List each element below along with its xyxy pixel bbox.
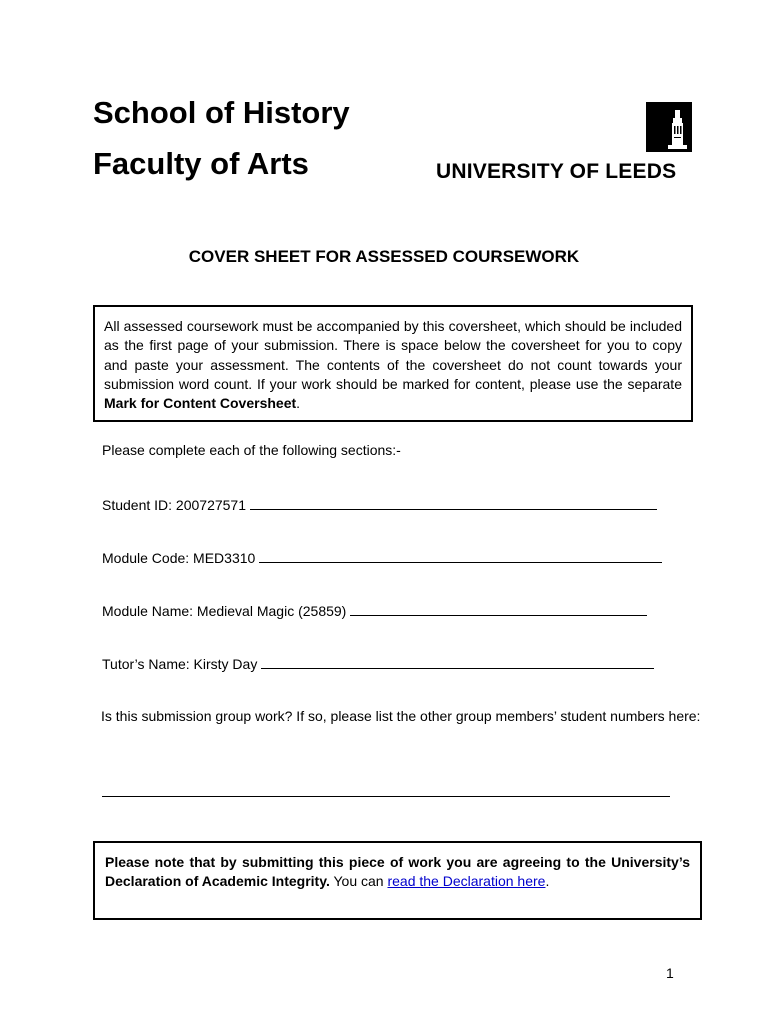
mark-for-content-text: Mark for Content Coversheet xyxy=(104,395,297,412)
tutor-name-row xyxy=(102,654,654,674)
group-work-question: Is this submission group work? If so, please list the other group members’ student numbers here: xyxy=(101,708,701,724)
academic-integrity-notice: Please note that by submitting this piece of work you are agreeing to the University’s Declaration of Academic Integrity. xyxy=(105,854,690,890)
group-members-blank-line xyxy=(102,796,670,797)
student-id-blank-line xyxy=(250,495,657,510)
read-declaration-link[interactable]: read the Declaration here xyxy=(387,873,546,890)
intro-notice-box xyxy=(93,305,693,422)
module-code-field: Module Code: MED3310 xyxy=(102,550,256,566)
module-name-row xyxy=(102,601,647,621)
page-number: 1 xyxy=(666,965,674,981)
student-id-field: Student ID: 200727571 xyxy=(102,497,247,513)
academic-integrity-end: . xyxy=(545,873,550,890)
module-code-row xyxy=(102,548,662,568)
module-name-blank-line xyxy=(350,601,647,616)
intro-notice-text: All assessed coursework must be accompanied by this coversheet, which should be included as the first page of your submission. There is space below the coversheet for you to copy and paste your assessment. The contents of the coversheet do not count towards your submission word count. If your work should be marked for content, please use the separate xyxy=(104,318,682,392)
school-name: School of History xyxy=(93,95,350,130)
tutor-name-field: Tutor’s Name: Kirsty Day xyxy=(102,656,258,672)
student-id-row xyxy=(102,495,657,515)
academic-integrity-notice-box xyxy=(93,841,702,920)
academic-integrity-text: You can xyxy=(329,873,388,890)
instructions-text: Please complete each of the following sections:- xyxy=(102,442,401,458)
module-name-field: Module Name: Medieval Magic (25859) xyxy=(102,603,347,619)
parkinson-tower-logo-icon xyxy=(646,102,692,152)
faculty-name: Faculty of Arts xyxy=(93,146,309,181)
university-name: UNIVERSITY OF LEEDS xyxy=(436,160,677,183)
cover-sheet-title: COVER SHEET FOR ASSESSED COURSEWORK xyxy=(188,247,580,266)
module-code-blank-line xyxy=(259,548,662,563)
tutor-name-blank-line xyxy=(261,654,654,669)
intro-notice-end: . xyxy=(296,395,301,412)
